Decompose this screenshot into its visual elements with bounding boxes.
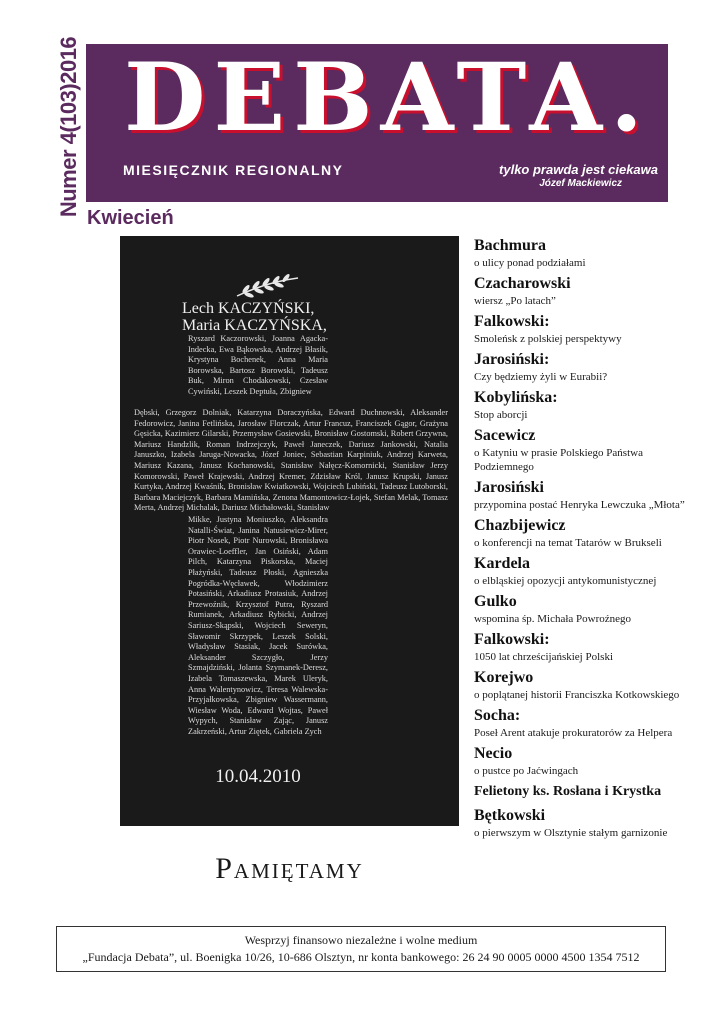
list-item [474,274,704,308]
memorial-main-names [182,300,352,334]
article-description: o konferencji na temat Tatarów w Brukseli [474,537,662,549]
list-item [474,630,704,664]
article-description: Smoleńsk z polskiej perspektywy [474,333,622,345]
article-author: Korejwo [474,669,534,686]
masthead-motto-author: Józef Mackiewicz [539,178,622,189]
article-description: Poseł Arent atakuje prokuratorów za Helpera [474,727,673,739]
issue-number-text: Numer 4(103)2016 [56,36,81,218]
list-item [474,744,704,778]
memorial-name: Maria KACZYŃSKA, [182,317,327,334]
article-author: Felietony ks. Rosłana i Krystka [474,784,662,799]
memorial-name: Lech KACZYŃSKI, [182,300,315,317]
list-item [474,782,704,802]
laurel-branch-icon [232,272,302,302]
support-headline: Wesprzyj finansowo niezależne i wolne medium [244,933,478,947]
article-author: Gulko [474,593,517,610]
masthead-title: DEBATA. [124,43,651,153]
article-author: Socha: [474,707,521,724]
article-description: o pierwszym w Olsztynie stałym garnizonie [474,827,668,839]
article-author: Czacharowski [474,275,571,292]
list-item [474,388,704,422]
memorial-names-bottom: Mikke, Justyna Moniuszko, Aleksandra Natalli-Świat, Janina Natusiewicz-Mirer, Piotr Nosek, Piotr Nurowski, Bronisława Orawiec-Loeffler, Jan Osiński, Adam Pilch, Katarzyna Piskorska, Maciej Płażyński, Tadeusz Płoski, Agnieszka Pogródka-Węcławek, Włodzimierz Potasiński, Arkadiusz Protasiuk, Andrzej Przewoźnik, Krzysztof Putra, Ryszard Rumianek, Arkadiusz Rybicki, Andrzej Sariusz-Skąpski, Wojciech Seweryn, Sławomir Skrzypek, Leszek Solski, Władysław Stasiak, Jacek Surówka, Aleksander Szczygło, Jerzy Szmajdziński, Jolanta Szymanek-Deresz, Izabela Tomaszewska, Marek Uleryk, Anna Walentynowicz, Teresa Walewska-Przyjałkowska, Zbigniew Wassermann, Wiesław Woda, Edward Wojtas, Paweł Wypych, Stanisław Zając, Janusz Zakrzeński, Artur Ziętek, Gabriela Zych [188,515,328,736]
article-description: o pustce po Jaćwingach [474,765,579,777]
article-description: o poplątanej historii Franciszka Kotkowskiego [474,689,680,701]
article-author: Jarosiński: [474,351,550,368]
article-list [474,236,704,844]
article-description: przypomina postać Henryka Lewczuka „Młota” [474,499,685,511]
article-description: 1050 lat chrześcijańskiej Polski [474,651,613,663]
article-description: o elbląskiej opozycji antykomunistycznej [474,575,657,587]
article-author: Chazbijewicz [474,517,566,534]
list-item [474,478,704,512]
support-bank-details: „Fundacja Debata”, ul. Boenigka 10/26, 10-686 Olsztyn, nr konta bankowego: 26 24 90 0005 0000 4500 1354 7512 [82,950,640,964]
masthead-subtitle: MIESIĘCZNIK REGIONALNY [123,162,344,178]
article-description: wiersz „Po latach” [474,295,556,307]
masthead-banner [86,44,668,202]
masthead-motto: tylko prawda jest ciekawa [499,162,658,177]
list-item [474,350,704,384]
issue-month: Kwiecień [87,207,174,229]
list-item [474,516,704,550]
article-author: Kardela [474,555,530,572]
article-description: Stop aborcji [474,409,528,421]
article-description: o ulicy ponad podziałami [474,257,586,269]
article-description: Czy będziemy żyli w Eurabii? [474,371,608,383]
article-author: Jarosiński [474,479,544,496]
memorial-panel [120,236,459,826]
list-item [474,592,704,626]
list-item [474,806,704,840]
list-item [474,312,704,346]
article-author: Falkowski: [474,631,550,648]
list-item [474,554,704,588]
list-item [474,668,704,702]
article-description: wspomina śp. Michała Powroźnego [474,613,632,625]
memorial-date: 10.04.2010 [215,766,301,787]
memorial-names-wide: Dębski, Grzegorz Dolniak, Katarzyna Doraczyńska, Edward Duchnowski, Aleksander Fedorowicz, Janina Fetlińska, Jarosław Florczak, Artur Francuz, Franciszek Gągor, Grażyna Gęsicka, Kazimierz Gilarski, Przemysław Gosiewski, Bronisław Gostomski, Robert Grzywna, Mariusz Handzlik, Roman Indrzejczyk, Paweł Janeczek, Dariusz Jankowski, Natalia Januszko, Izabela Jaruga-Nowacka, Józef Joniec, Sebastian Karpiniuk, Andrzej Karweta, Mariusz Kazana, Janusz Kochanowski, Stanisław Nałęcz-Komornicki, Stanisław Jerzy Komorowski, Paweł Krajewski, Andrzej Kremer, Zdzisław Król, Janusz Krupski, Janusz Kurtyka, Andrzej Kwaśnik, Bronisław Kwiatkowski, Wojciech Lubiński, Tadeusz Lutoborski, Barbara Maciejczyk, Barbara Mamińska, Zenona Mamontowicz-Łojek, Stefan Melak, Tomasz Merta, Andrzej Michalak, Dariusz Michałowski, Stanisław [134,408,448,513]
memorial-names-top: Ryszard Kaczorowski, Joanna Agacka-Indecka, Ewa Bąkowska, Andrzej Błasik, Krystyna Bochenek, Anna Maria Borowska, Bartosz Borowski, Tadeusz Buk, Miron Chodakowski, Czesław Cywiński, Leszek Deptuła, Zbigniew [188,334,328,396]
issue-number [54,36,84,218]
article-author: Kobylińska: [474,389,558,406]
article-description: o Katyniu w prasie Polskiego Państwa Podziemnego [474,447,643,473]
memorial-caption: Pamiętamy [215,852,364,885]
article-author: Falkowski: [474,313,550,330]
list-item [474,426,704,474]
support-box [56,926,666,972]
list-item [474,236,704,270]
article-author: Sacewicz [474,427,536,444]
article-author: Bachmura [474,237,546,254]
list-item [474,706,704,740]
article-author: Bętkowski [474,807,546,824]
article-author: Necio [474,745,513,762]
